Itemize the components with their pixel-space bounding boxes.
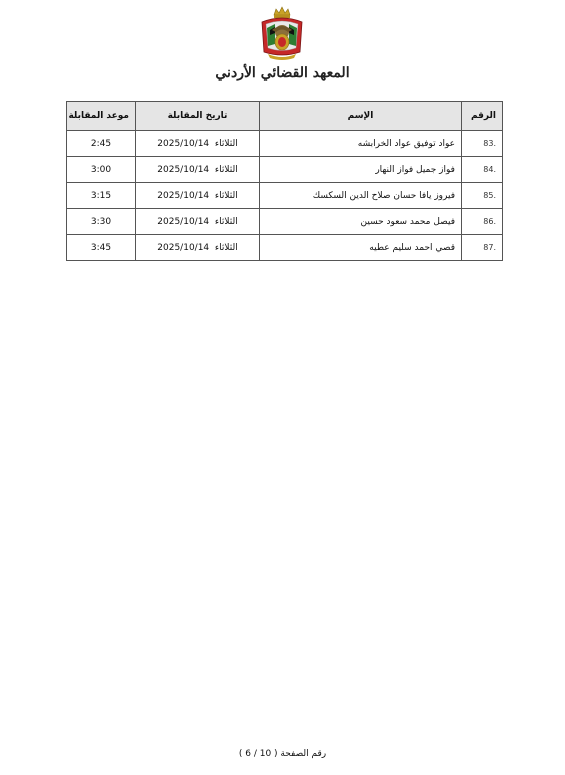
interview-time: 3:30 <box>67 209 136 235</box>
interview-day: الثلاثاء <box>214 190 238 201</box>
interview-day: الثلاثاء <box>214 242 238 253</box>
row-number: .87 <box>462 235 503 261</box>
row-number: .83 <box>462 131 503 157</box>
column-header-number: الرقم <box>462 102 503 131</box>
candidate-name: فيصل محمد سعود حسين <box>260 209 462 235</box>
interview-day: الثلاثاء <box>214 138 238 149</box>
column-header-name: الإسم <box>260 102 462 131</box>
interview-day: الثلاثاء <box>214 216 238 227</box>
row-number: .86 <box>462 209 503 235</box>
table-header-row <box>67 102 503 131</box>
interview-day: الثلاثاء <box>214 164 238 175</box>
candidate-name: قصي احمد سليم عطيه <box>260 235 462 261</box>
candidate-name: فواز جميل فواز النهار <box>260 157 462 183</box>
row-number: .84 <box>462 157 503 183</box>
candidate-name: عواد توفيق عواد الخرابشه <box>260 131 462 157</box>
interview-date <box>136 131 260 157</box>
table-row <box>67 235 503 261</box>
page-number-footer: رقم الصفحة ( 10 / 6 ) <box>238 749 327 759</box>
interview-date <box>136 235 260 261</box>
candidate-name: فيروز يافا حسان صلاح الدين السكسك <box>260 183 462 209</box>
table-row <box>67 157 503 183</box>
interview-date-value: 2025/10/14 <box>157 216 210 227</box>
table-row <box>67 209 503 235</box>
interview-time: 3:00 <box>67 157 136 183</box>
jordan-coat-of-arms-icon <box>258 6 306 62</box>
interview-date-value: 2025/10/14 <box>157 138 210 149</box>
interview-date-value: 2025/10/14 <box>157 164 210 175</box>
interview-date-value: 2025/10/14 <box>157 190 210 201</box>
table-row <box>67 183 503 209</box>
interview-schedule-table <box>66 101 503 261</box>
interview-date <box>136 209 260 235</box>
interview-date <box>136 157 260 183</box>
interview-time: 3:45 <box>67 235 136 261</box>
institute-logo-text: المعهد القضائي الأردني <box>215 65 350 81</box>
column-header-time: موعد المقابلة <box>67 102 136 131</box>
interview-date-value: 2025/10/14 <box>157 242 210 253</box>
column-header-date: تاريخ المقابلة <box>136 102 260 131</box>
row-number: .85 <box>462 183 503 209</box>
interview-time: 2:45 <box>67 131 136 157</box>
table-row <box>67 131 503 157</box>
interview-time: 3:15 <box>67 183 136 209</box>
interview-date <box>136 183 260 209</box>
